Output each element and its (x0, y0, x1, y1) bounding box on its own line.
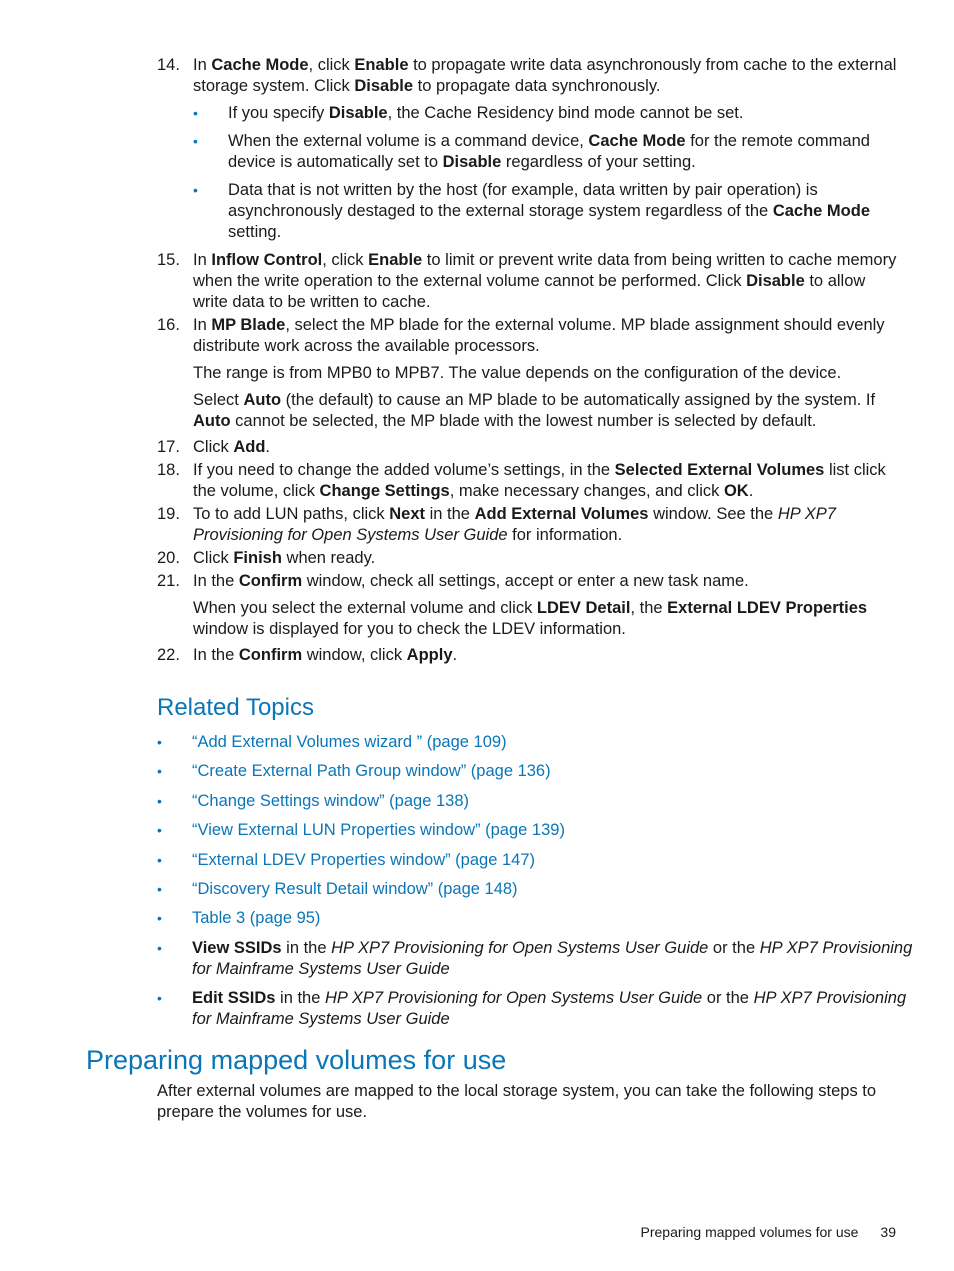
text: to propagate data synchronously. (413, 77, 661, 95)
step-18 (0, 460, 954, 502)
text: , make necessary changes, and click (449, 482, 724, 500)
text: In the (193, 572, 239, 590)
ui-term: Confirm (238, 646, 303, 664)
ui-term: Enable (354, 56, 409, 74)
text: Select (193, 391, 244, 409)
text: In the (193, 646, 239, 664)
section-heading: Preparing mapped volumes for use (86, 1045, 507, 1075)
text: list click the volume, click (193, 461, 886, 500)
bullet-icon: • (157, 792, 162, 809)
step-14 (0, 55, 954, 243)
ui-term: Auto (193, 412, 231, 430)
step-number: 22. (157, 646, 180, 664)
text: In (193, 316, 212, 334)
text: If you specify (228, 104, 329, 122)
bullet-icon: • (157, 910, 162, 927)
note-item (193, 103, 900, 124)
ui-term: MP Blade (211, 316, 286, 334)
ui-term: Add (233, 438, 266, 456)
bullet-icon: • (157, 734, 162, 750)
step-19 (0, 504, 954, 546)
step-number: 15. (157, 251, 180, 269)
text: in the (275, 989, 325, 1008)
text: for information. (507, 526, 623, 544)
text: , the (630, 599, 668, 617)
related-topics-heading: Related Topics (157, 694, 314, 721)
bullet-icon: • (193, 133, 198, 149)
bullet-icon: • (157, 851, 162, 868)
step-16-auto-note (193, 390, 900, 432)
text: In (193, 251, 212, 269)
text: regardless of your setting. (501, 153, 696, 171)
text: to limit or prevent write data from being written to cache memory when the write operation to the external volume cannot be performed. Click (193, 251, 897, 290)
ui-term: OK (723, 482, 749, 500)
step-number: 21. (157, 572, 180, 590)
step-21 (0, 571, 954, 643)
step-16 (0, 315, 954, 435)
ui-term: Auto (243, 391, 282, 409)
step-16-range-note: The range is from MPB0 to MPB7. The value depends on the configuration of the device. (193, 364, 842, 382)
text: or the (702, 989, 754, 1008)
step-text (193, 504, 900, 546)
step-number: 20. (157, 549, 180, 567)
ui-term: Finish (233, 549, 282, 567)
text: In (193, 56, 212, 74)
text: To to add LUN paths, click (193, 505, 390, 523)
text: Data that is not written by the host (for example, data written by pair operation) is asynchronously destaged to the external storage system regardless of the (228, 181, 818, 220)
step-20 (0, 548, 954, 569)
step-15 (0, 250, 954, 313)
related-link[interactable]: “Change Settings window” (page 138) (192, 791, 469, 810)
ui-term: Cache Mode (211, 56, 309, 74)
text: window is displayed for you to check the LDEV information. (193, 620, 626, 638)
step-number: 14. (157, 56, 180, 74)
text: , click (322, 251, 369, 269)
ui-term: Next (389, 505, 426, 523)
guide-title: HP XP7 Provisioning for Mainframe Systems User Guide (192, 938, 913, 978)
bullet-icon: • (157, 939, 162, 956)
related-link-item[interactable] (157, 879, 917, 900)
bullet-icon: • (157, 880, 162, 897)
related-reference-item (157, 938, 917, 980)
text: window, check all settings, accept or enter a new task name. (302, 572, 749, 590)
step-number: 18. (157, 461, 180, 479)
related-link[interactable]: “View External LUN Properties window” (page 139) (192, 821, 565, 840)
step-text (193, 437, 900, 458)
text: when ready. (281, 549, 376, 567)
ui-term: Edit SSIDs (192, 989, 276, 1008)
ui-term: Selected External Volumes (614, 461, 825, 479)
related-topics-list (157, 732, 917, 1039)
related-link[interactable]: Table 3 (page 95) (192, 909, 321, 928)
ui-term: Inflow Control (211, 251, 323, 269)
ui-term: Disable (442, 153, 502, 171)
text: to allow write data to be written to cache. (193, 272, 866, 311)
ui-term: Disable (746, 272, 805, 290)
related-link[interactable]: “Create External Path Group window” (page 136) (192, 762, 551, 781)
procedure-steps (0, 55, 954, 668)
bullet-icon: • (193, 105, 198, 121)
ui-term: Apply (406, 646, 453, 664)
ui-term: Add External Volumes (474, 505, 649, 523)
ui-term: External LDEV Properties (667, 599, 868, 617)
text: , the Cache Residency bind mode cannot be set. (387, 104, 744, 122)
related-reference-item (157, 988, 917, 1030)
text: If you need to change the added volume’s settings, in the (193, 461, 615, 479)
ui-term: Change Settings (319, 482, 450, 500)
related-link-item[interactable] (157, 820, 917, 841)
step-text (193, 645, 900, 666)
text: . (452, 646, 458, 664)
text: . (265, 438, 271, 456)
step-text (193, 571, 900, 592)
ui-term: View SSIDs (192, 938, 282, 957)
related-link[interactable]: “Add External Volumes wizard ” (page 109) (192, 733, 507, 751)
text: , click (308, 56, 355, 74)
step-text (193, 250, 900, 313)
related-link[interactable]: “Discovery Result Detail window” (page 148) (192, 879, 518, 898)
related-link-item[interactable] (157, 791, 917, 812)
footer-title: Preparing mapped volumes for use (640, 1224, 859, 1240)
step-22 (0, 645, 954, 666)
guide-title: HP XP7 Provisioning for Open Systems User Guide (324, 989, 703, 1008)
step-text (193, 55, 900, 97)
bullet-icon: • (193, 182, 198, 198)
step-text (193, 548, 900, 569)
guide-title: HP XP7 Provisioning for Open Systems User Guide (193, 505, 836, 544)
ui-term: Enable (368, 251, 423, 269)
step-text (193, 460, 900, 502)
related-link-item[interactable] (157, 908, 917, 929)
text: , select the MP blade for the external volume. MP blade assignment should evenly distribute work across the available processors. (193, 316, 885, 355)
step-17 (0, 437, 954, 458)
ui-term: Confirm (238, 572, 303, 590)
text: When you select the external volume and click (193, 599, 537, 617)
note-item (193, 180, 900, 243)
related-link-item[interactable] (157, 732, 917, 753)
step-14-notes (193, 103, 900, 243)
text: (the default) to cause an MP blade to be automatically assigned by the system. If (281, 391, 876, 409)
page-number: 39 (880, 1224, 896, 1240)
text: Click (193, 549, 234, 567)
ui-term: Cache Mode (588, 132, 686, 150)
text: in the (281, 938, 332, 957)
bullet-icon: • (157, 822, 162, 839)
ui-term: LDEV Detail (536, 599, 631, 617)
step-number: 19. (157, 505, 180, 523)
text: in the (425, 505, 475, 523)
step-number: 17. (157, 438, 180, 456)
bullet-icon: • (157, 763, 162, 780)
text: window. See the (648, 505, 778, 523)
step-text (193, 315, 900, 357)
text: . (748, 482, 754, 500)
page-footer (641, 1222, 896, 1243)
text: setting. (228, 223, 282, 241)
ui-term: Disable (354, 77, 414, 95)
related-link[interactable]: “External LDEV Properties window” (page 147) (192, 850, 535, 869)
step-21-ldev-note (193, 598, 900, 640)
guide-title: HP XP7 Provisioning for Mainframe Systems User Guide (192, 989, 907, 1029)
step-number: 16. (157, 316, 180, 334)
text: to propagate write data asynchronously from cache to the external storage system. Click (193, 56, 897, 95)
text: or the (708, 938, 760, 957)
guide-title: HP XP7 Provisioning for Open Systems User Guide (331, 938, 709, 957)
text: When the external volume is a command device, (228, 132, 589, 150)
related-link-item[interactable] (157, 850, 917, 871)
ui-term: Cache Mode (772, 202, 870, 220)
bullet-icon: • (157, 990, 162, 1007)
text: Click (193, 438, 234, 456)
related-link-item[interactable] (157, 761, 917, 782)
section-body: After external volumes are mapped to the local storage system, you can take the following steps to prepare the volumes for use. (157, 1082, 877, 1121)
text: for the remote command device is automatically set to (228, 132, 870, 171)
ui-term: Disable (328, 104, 388, 122)
text: window, click (302, 646, 407, 664)
note-item (193, 131, 900, 173)
text: cannot be selected, the MP blade with the lowest number is selected by default. (230, 412, 817, 430)
